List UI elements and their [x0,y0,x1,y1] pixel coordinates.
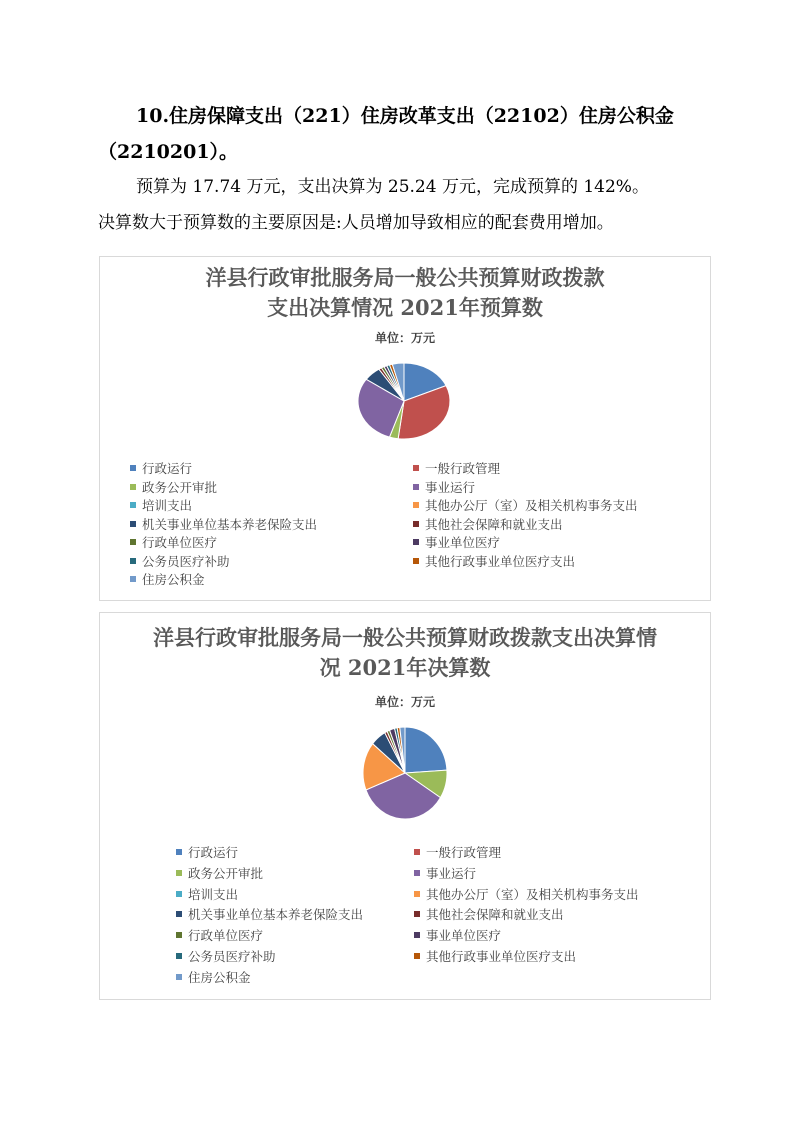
chart-title-line1: 洋县行政审批服务局一般公共预算财政拨款 [205,265,605,290]
chart-title-line1: 洋县行政审批服务局一般公共预算财政拨款支出决算情 [153,625,657,650]
legend-item [130,570,205,588]
legend-item [414,947,576,965]
legend-swatch [176,974,182,980]
legend-label: 行政运行 [188,845,239,860]
legend-swatch [130,576,136,582]
legend-item [130,515,317,533]
legend-item [413,496,638,514]
legend-item [414,905,564,923]
legend-label: 住房公积金 [188,969,251,985]
legend-label: 其他行政事业单位医疗支出 [425,553,576,569]
legend-swatch [130,558,136,564]
legend-swatch [414,891,420,897]
legend-item [130,459,192,477]
chart-unit: 单位：万元 [374,331,435,345]
legend-label: 事业单位医疗 [426,928,502,944]
legend-label: 行政运行 [142,461,193,476]
legend-label: 其他社会保障和就业支出 [425,516,563,532]
legend-label: 机关事业单位基本养老保险支出 [142,516,318,532]
legend-label: 事业运行 [425,479,476,495]
budget-paragraph-line2: 决算数大于预算数的主要原因是:人员增加导致相应的配套费用增加。 [98,213,614,233]
legend-item [413,552,575,570]
legend-swatch [414,870,420,876]
legend-item [413,515,563,533]
chart-legend [176,843,696,993]
budget-paragraph [98,169,708,241]
legend-swatch [176,932,182,938]
legend-label: 政务公开审批 [142,479,218,495]
legend-swatch [414,953,420,959]
legend-item [176,885,238,903]
legend-swatch [130,465,136,471]
legend-item [130,552,230,570]
chart-title-line2: 支出决算情况 2021年预算数 [267,295,543,320]
legend-item [414,926,501,944]
legend-item [130,533,217,551]
chart-title-line2: 况 2021年决算数 [319,655,491,680]
legend-item [414,885,639,903]
legend-swatch [130,484,136,490]
legend-item [413,478,475,496]
legend-label: 其他行政事业单位医疗支出 [426,949,577,964]
chart-unit: 单位：万元 [374,695,435,709]
pie [354,361,454,441]
legend-swatch [176,891,182,897]
pie-slice-1 [405,727,447,773]
chart-legend [130,459,690,589]
legend-item [413,459,500,477]
legend-label: 一般行政管理 [425,461,501,476]
final-account-pie-chart [99,612,711,1000]
legend-label: 事业单位医疗 [425,535,501,550]
legend-item [176,926,263,944]
budget-paragraph-line1: 预算为 17.74 万元，支出决算为 25.24 万元，完成预算的 142%。 [136,177,649,197]
legend-label: 其他办公厅（室）及相关机构事务支出 [425,498,638,513]
legend-label: 培训支出 [142,498,193,513]
legend-swatch [414,911,420,917]
legend-swatch [413,484,419,490]
legend-label: 事业运行 [426,865,477,881]
legend-label: 其他社会保障和就业支出 [426,907,564,923]
legend-label: 公务员医疗补助 [188,949,276,964]
legend-swatch [176,911,182,917]
legend-item [176,843,238,861]
legend-label: 机关事业单位基本养老保险支出 [188,907,364,923]
legend-swatch [130,521,136,527]
legend-item [130,478,217,496]
budget-pie-chart [99,256,711,601]
section-heading [98,98,708,170]
legend-item [176,864,263,882]
legend-label: 政务公开审批 [188,865,264,881]
chart-title [100,623,710,683]
legend-swatch [414,849,420,855]
legend-swatch [130,502,136,508]
legend-label: 住房公积金 [142,572,205,587]
legend-swatch [413,521,419,527]
pie [360,725,450,821]
legend-item [176,947,276,965]
legend-swatch [176,870,182,876]
legend-item [414,864,476,882]
legend-label: 行政单位医疗 [142,535,218,550]
legend-item [413,533,500,551]
legend-item [176,968,251,986]
legend-swatch [413,465,419,471]
legend-item [130,496,192,514]
legend-label: 行政单位医疗 [188,928,264,944]
section-heading-line1: 10.住房保障支出（221）住房改革支出（22102）住房公积金 [136,105,674,127]
legend-label: 一般行政管理 [426,845,502,860]
legend-swatch [413,539,419,545]
legend-swatch [176,849,182,855]
legend-swatch [413,558,419,564]
legend-label: 培训支出 [188,886,239,902]
legend-swatch [414,932,420,938]
section-heading-line2: （2210201）。 [98,141,239,163]
legend-label: 公务员医疗补助 [142,553,230,569]
chart-title [100,263,710,323]
legend-swatch [413,502,419,508]
legend-item [414,843,501,861]
legend-label: 其他办公厅（室）及相关机构事务支出 [426,886,639,902]
legend-item [176,905,363,923]
legend-swatch [130,539,136,545]
legend-swatch [176,953,182,959]
